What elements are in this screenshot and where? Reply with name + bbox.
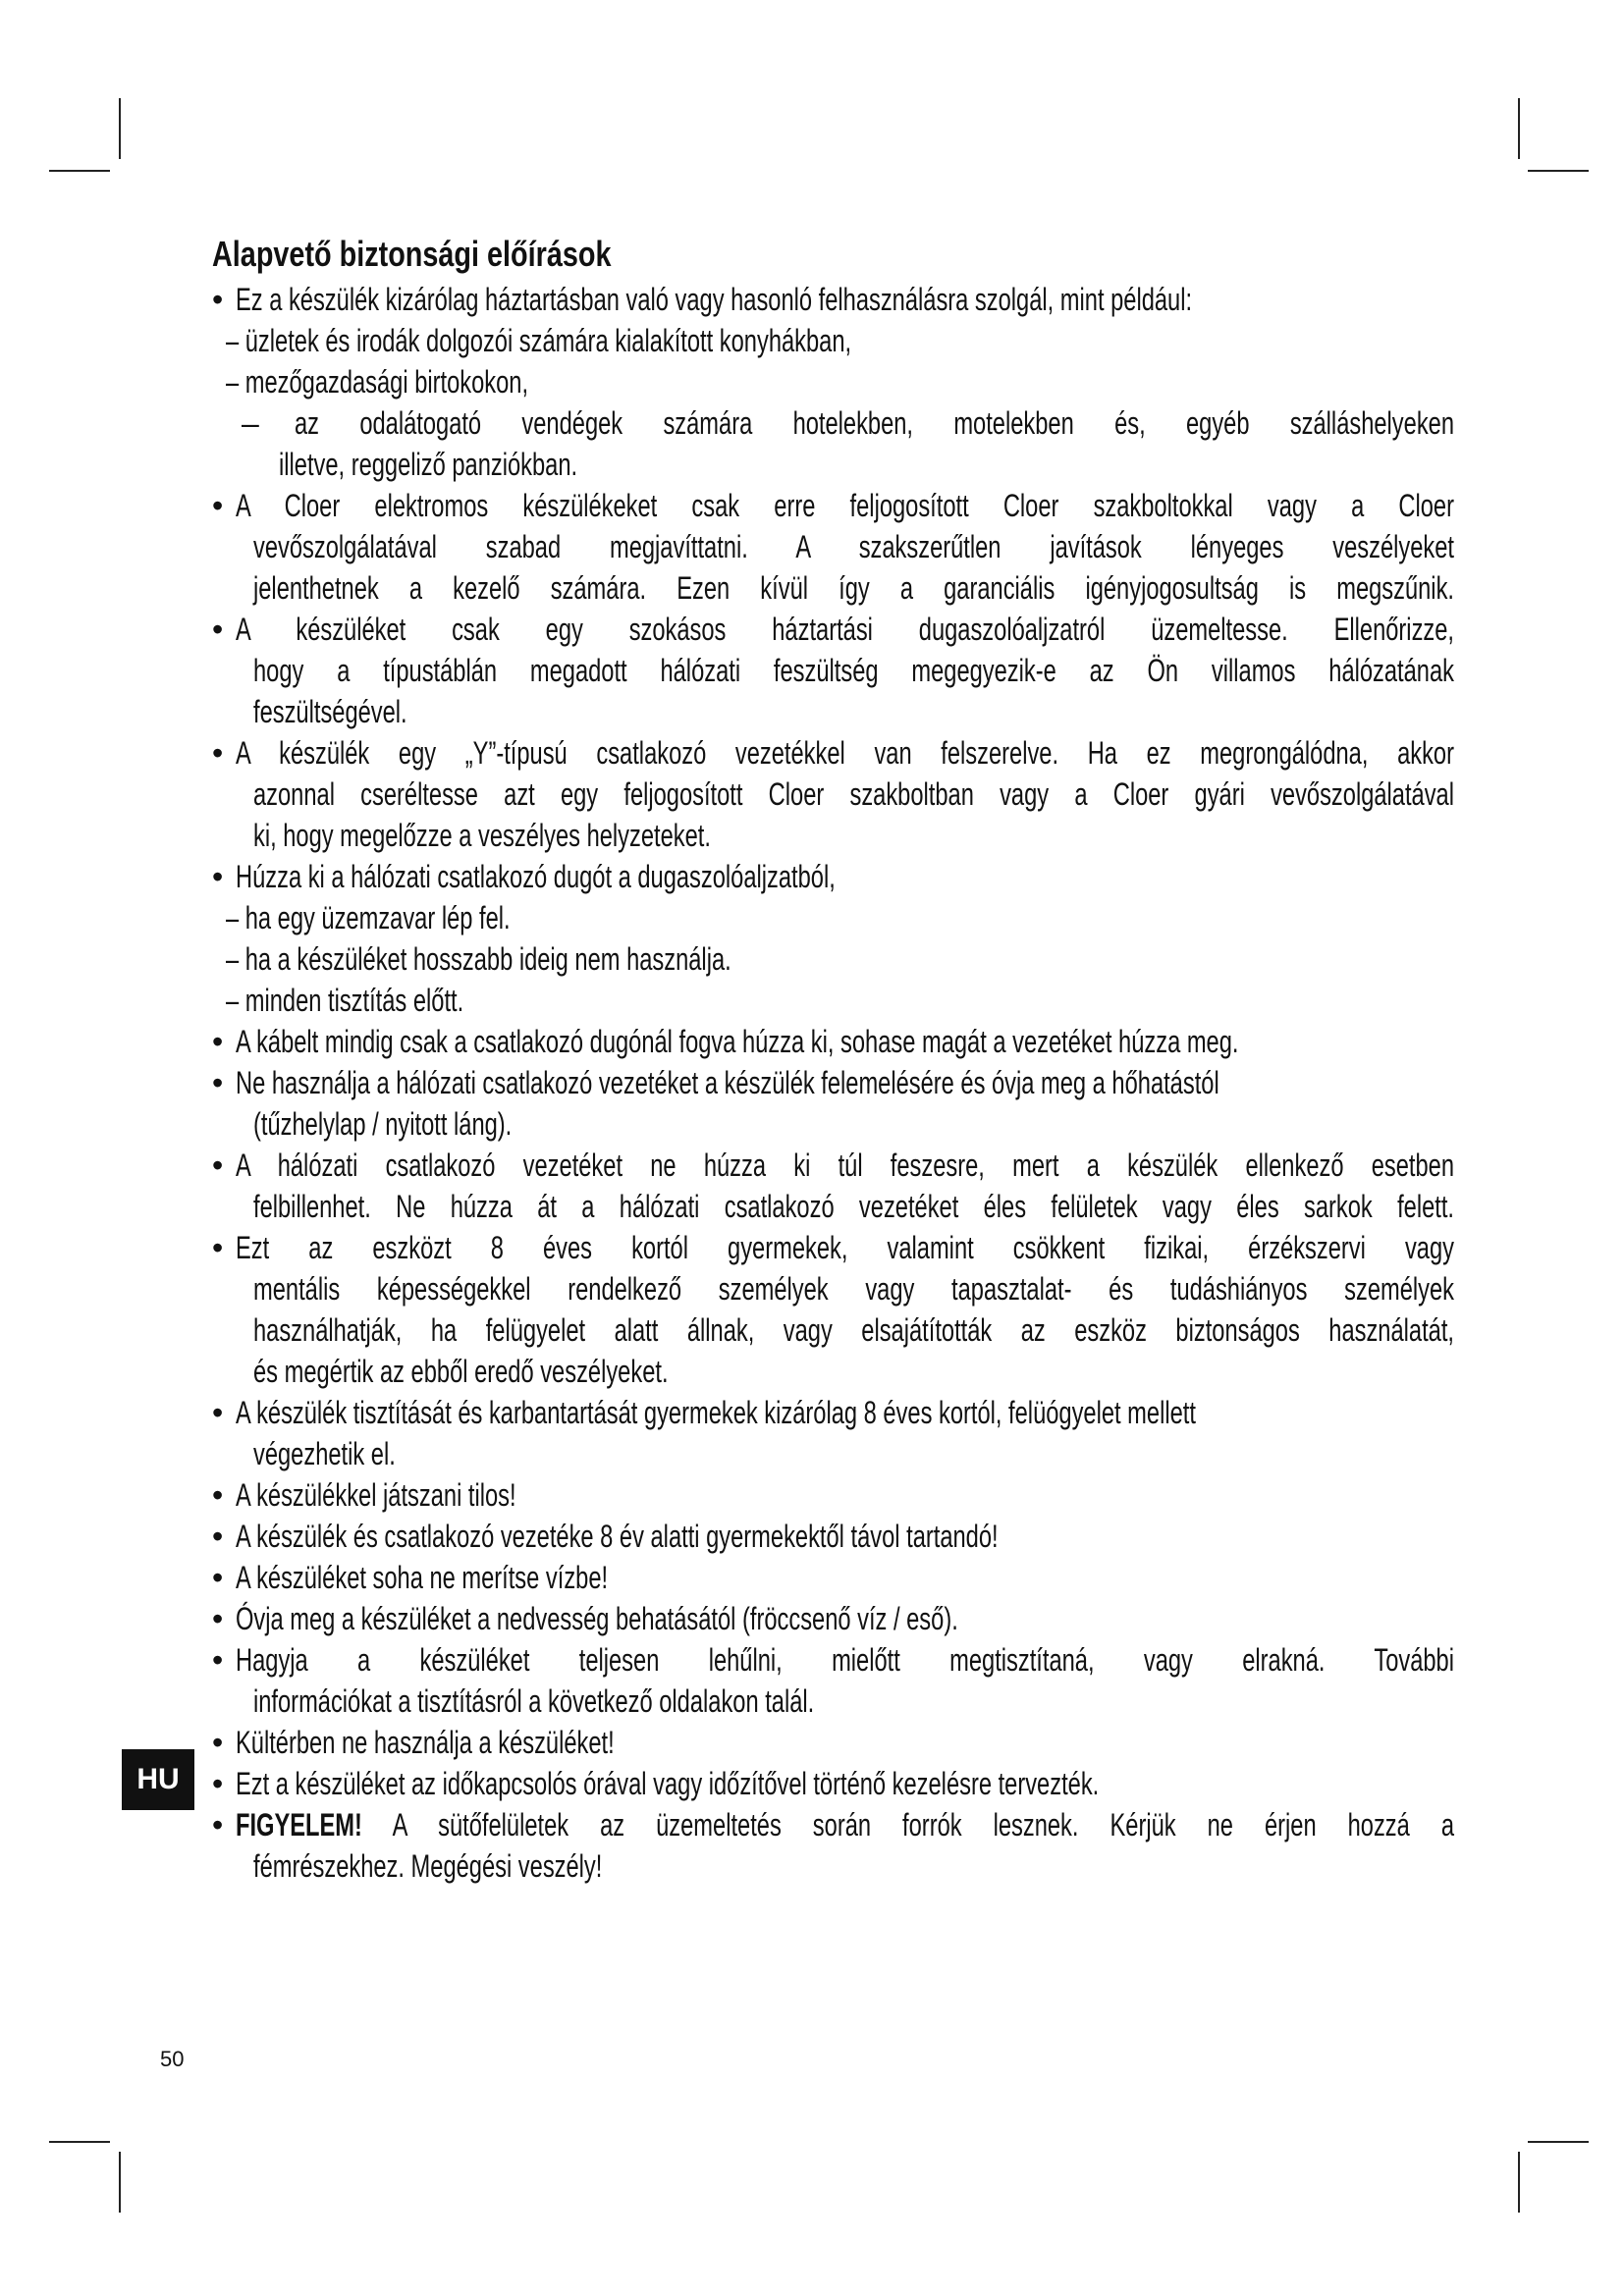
list-line	[212, 1474, 1449, 1516]
list-line	[212, 320, 1449, 361]
bullet-marker: •	[212, 1024, 224, 1059]
list-line	[212, 650, 1454, 691]
list-line-text: az odalátogató vendégek számára hotelekben, motelekben és, egyéb szálláshelyeken	[295, 405, 1454, 441]
list-line	[212, 897, 1449, 938]
list-line-text: – ha egy üzemzavar lép fel.	[226, 900, 511, 935]
list-line-text: információkat a tisztításról a következő oldalakon talál.	[253, 1683, 815, 1719]
bullet-marker: •	[212, 488, 224, 523]
list-line	[212, 361, 1449, 402]
list-line	[212, 732, 1454, 774]
list-line-text: A Cloer elektromos készülékeket csak erre feljogosított Cloer szakboltokkal vagy a Cloer	[236, 488, 1454, 523]
bullet-marker: •	[212, 1230, 224, 1265]
bullet-marker: •	[212, 859, 224, 894]
bullet-marker: •	[212, 1725, 224, 1760]
crop-mark-bottom-right-horizontal	[1528, 2141, 1589, 2143]
list-line	[212, 1845, 1449, 1887]
list-line	[212, 1227, 1454, 1268]
list-line-text: Húzza ki a hálózati csatlakozó dugót a dugaszolóaljzatból,	[236, 859, 836, 894]
list-line	[212, 609, 1454, 650]
crop-mark-bottom-right-vertical	[1518, 2152, 1520, 2213]
list-line	[212, 1103, 1449, 1145]
list-line	[212, 1186, 1454, 1227]
bullet-marker: •	[212, 1148, 224, 1183]
list-line-text: – ha a készüléket hosszabb ideig nem használja.	[226, 941, 731, 977]
bullet-marker: •	[212, 1601, 224, 1636]
crop-mark-bottom-left-horizontal	[49, 2141, 110, 2143]
list-line	[212, 1062, 1449, 1103]
list-line	[212, 1516, 1449, 1557]
list-line	[212, 691, 1449, 732]
list-line	[212, 402, 1454, 444]
list-line-text: A hálózati csatlakozó vezetéket ne húzza ki túl feszesre, mert a készülék ellenkező esetben	[236, 1148, 1454, 1183]
list-line-text: jelenthetnek a kezelő számára. Ezen kívül így a garanciális igényjogosultság is megszűnik.	[253, 570, 1454, 606]
list-line-text	[236, 1804, 1454, 1845]
list-line	[212, 1351, 1449, 1392]
list-line	[212, 774, 1454, 815]
list-line-text: A készülék egy „Y”-típusú csatlakozó vezetékkel van felszerelve. Ha ez megrongálódna, akkor	[236, 735, 1454, 771]
list-line-text: – üzletek és irodák dolgozói számára kialakított konyhákban,	[226, 323, 852, 358]
warning-label: FIGYELEM!	[236, 1807, 362, 1842]
list-line	[212, 1145, 1454, 1186]
safety-section	[212, 232, 1455, 1887]
list-line-text: ki, hogy megelőzze a veszélyes helyzeteket.	[253, 818, 711, 853]
list-line-text: azonnal cseréltesse azt egy feljogosított Cloer szakboltban vagy a Cloer gyári vevőszolgálatával	[253, 776, 1454, 812]
list-line-text: Hagyja a készüléket teljesen lehűlni, mielőtt megtisztítaná, vagy elrakná. További	[236, 1642, 1454, 1678]
list-line	[212, 1763, 1449, 1804]
list-line	[212, 1433, 1449, 1474]
list-line-text: A készülék és csatlakozó vezetéke 8 év alatti gyermekektől távol tartandó!	[236, 1519, 999, 1554]
list-line-text: felbillenhet. Ne húzza át a hálózati csatlakozó vezetéket éles felületek vagy éles sarkok felett.	[253, 1189, 1454, 1224]
list-line-text: használhatják, ha felügyelet alatt állnak, vagy elsajátították az eszköz biztonságos használatát,	[253, 1312, 1454, 1348]
instruction-list	[212, 279, 1455, 1887]
list-line	[212, 567, 1454, 609]
bullet-marker: •	[212, 612, 224, 647]
bullet-marker: •	[212, 1477, 224, 1513]
crop-mark-top-left-horizontal	[49, 170, 110, 172]
list-line-text: Ezt az eszközt 8 éves kortól gyermekek, valamint csökkent fizikai, érzékszervi vagy	[236, 1230, 1454, 1265]
bullet-marker: •	[212, 1807, 224, 1842]
list-line-text: hogy a típustáblán megadott hálózati feszültség megegyezik-e az Ön villamos hálózatának	[253, 653, 1454, 688]
list-line	[212, 1021, 1449, 1062]
list-line	[212, 1557, 1449, 1598]
list-line-text: A készüléket csak egy szokásos háztartási dugaszolóaljzatról üzemeltesse. Ellenőrizze,	[236, 612, 1454, 647]
list-line-text: és megértik az ebből eredő veszélyeket.	[253, 1354, 669, 1389]
dash-marker: –	[242, 405, 259, 441]
list-line-text: A készülékkel játszani tilos!	[236, 1477, 516, 1513]
list-line	[212, 279, 1449, 320]
list-line-text: Ezt a készüléket az időkapcsolós órával vagy időzítővel történő kezelésre tervezték.	[236, 1766, 1100, 1801]
bullet-marker: •	[212, 1395, 224, 1430]
page-number: 50	[160, 2047, 185, 2071]
language-badge: HU	[122, 1749, 194, 1810]
list-line	[212, 1639, 1454, 1681]
section-heading: Alapvető biztonsági előírások	[212, 234, 612, 274]
list-line-text: Kültérben ne használja a készüléket!	[236, 1725, 615, 1760]
list-line-text: mentális képességekkel rendelkező személyek vagy tapasztalat- és tudáshiányos személyek	[253, 1271, 1454, 1307]
list-line	[212, 1598, 1449, 1639]
list-line-text: – minden tisztítás előtt.	[226, 983, 464, 1018]
list-line-text: (tűzhelylap / nyitott láng).	[253, 1106, 513, 1142]
list-line	[212, 1309, 1454, 1351]
warning-text: A sütőfelületek az üzemeltetés során forrók lesznek. Kérjük ne érjen hozzá a	[392, 1807, 1455, 1842]
list-line	[212, 526, 1454, 567]
list-line-text: illetve, reggeliző panziókban.	[279, 447, 578, 482]
list-line	[212, 1681, 1449, 1722]
bullet-marker: •	[212, 735, 224, 771]
list-line-text: A készülék tisztítását és karbantartását gyermekek kizárólag 8 éves kortól, felüógyelet mellett	[236, 1395, 1196, 1430]
list-line	[212, 1268, 1454, 1309]
list-line-text: A készüléket soha ne merítse vízbe!	[236, 1560, 609, 1595]
bullet-marker: •	[212, 1560, 224, 1595]
bullet-marker: •	[212, 1642, 224, 1678]
bullet-marker: •	[212, 1519, 224, 1554]
crop-mark-bottom-left-vertical	[119, 2152, 121, 2213]
list-line-text: – mezőgazdasági birtokokon,	[226, 364, 529, 400]
list-line-text: végezhetik el.	[253, 1436, 396, 1471]
list-line-text: A kábelt mindig csak a csatlakozó dugónál fogva húzza ki, sohase magát a vezetéket húzza meg.	[236, 1024, 1239, 1059]
bullet-marker: •	[212, 1065, 224, 1100]
crop-mark-top-left-vertical	[119, 98, 121, 159]
crop-mark-top-right-horizontal	[1528, 170, 1589, 172]
list-line	[212, 1804, 1455, 1845]
bullet-marker: •	[212, 1766, 224, 1801]
crop-mark-top-right-vertical	[1518, 98, 1520, 159]
list-line	[212, 444, 1449, 485]
list-line-text: fémrészekhez. Megégési veszély!	[253, 1848, 603, 1884]
list-line	[212, 1722, 1449, 1763]
list-line-text: Ne használja a hálózati csatlakozó vezetéket a készülék felemelésére és óvja meg a hőhatástól	[236, 1065, 1219, 1100]
list-line	[212, 1392, 1449, 1433]
list-line-text: vevőszolgálatával szabad megjavíttatni. A szakszerűtlen javítások lényeges veszélyeket	[253, 529, 1454, 564]
bullet-marker: •	[212, 282, 224, 317]
list-line	[212, 485, 1454, 526]
list-line-text: Óvja meg a készüléket a nedvesség behatásától (fröccsenő víz / eső).	[236, 1601, 958, 1636]
list-line-text: feszültségével.	[253, 694, 407, 729]
list-line	[212, 938, 1449, 980]
list-line	[212, 980, 1449, 1021]
list-line-text: Ez a készülék kizárólag háztartásban való vagy hasonló felhasználásra szolgál, mint például:	[236, 282, 1193, 317]
list-line	[212, 856, 1449, 897]
list-line	[212, 815, 1449, 856]
